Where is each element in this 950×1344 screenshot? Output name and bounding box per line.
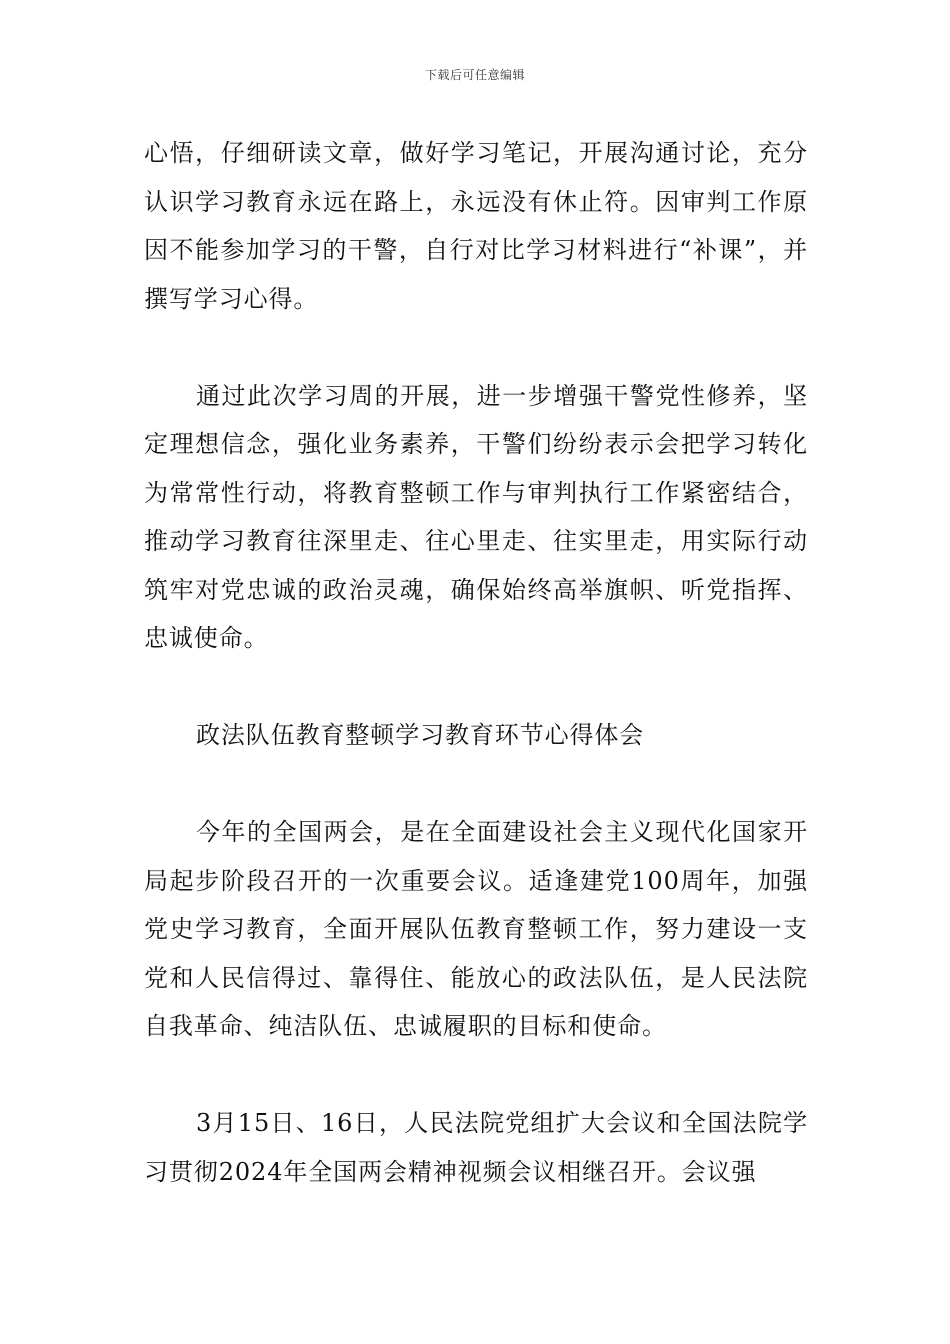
paragraph-3: 今年的全国两会，是在全面建设社会主义现代化国家开局起步阶段召开的一次重要会议。适逢建党100周年，加强党史学习教育，全面开展队伍教育整顿工作，努力建设一支党和人民信得过、靠得住、能放心的政法队伍，是人民法院自我革命、纯洁队伍、忠诚履职的目标和使命。	[144, 818, 808, 1040]
document-body	[144, 129, 808, 1196]
page-header-note: 下载后可任意编辑	[424, 68, 525, 82]
paragraph-spacer	[144, 663, 808, 712]
paragraph-spacer	[144, 1051, 808, 1100]
paragraph-2: 通过此次学习周的开展，进一步增强干警党性修养，坚定理想信念，强化业务素养，干警们纷纷表示会把学习转化为常常性行动，将教育整顿工作与审判执行工作紧密结合，推动学习教育往深里走、往心里走、往实里走，用实际行动筑牢对党忠诚的政治灵魂，确保始终高举旗帜、听党指挥、忠诚使命。	[144, 381, 808, 652]
section-title: 政法队伍教育整顿学习教育环节心得体会	[196, 721, 645, 749]
paragraph-spacer	[144, 760, 808, 809]
paragraph-1: 心悟，仔细研读文章，做好学习笔记，开展沟通讨论，充分认识学习教育永远在路上，永远没有休止符。因审判工作原因不能参加学习的干警，自行对比学习材料进行“补课”，并撰写学习心得。	[144, 139, 808, 313]
paragraph-4: 3月15日、16日，人民法院党组扩大会议和全国法院学习贯彻2024年全国两会精神视频会议相继召开。会议强	[144, 1109, 808, 1186]
paragraph-spacer	[144, 323, 808, 372]
